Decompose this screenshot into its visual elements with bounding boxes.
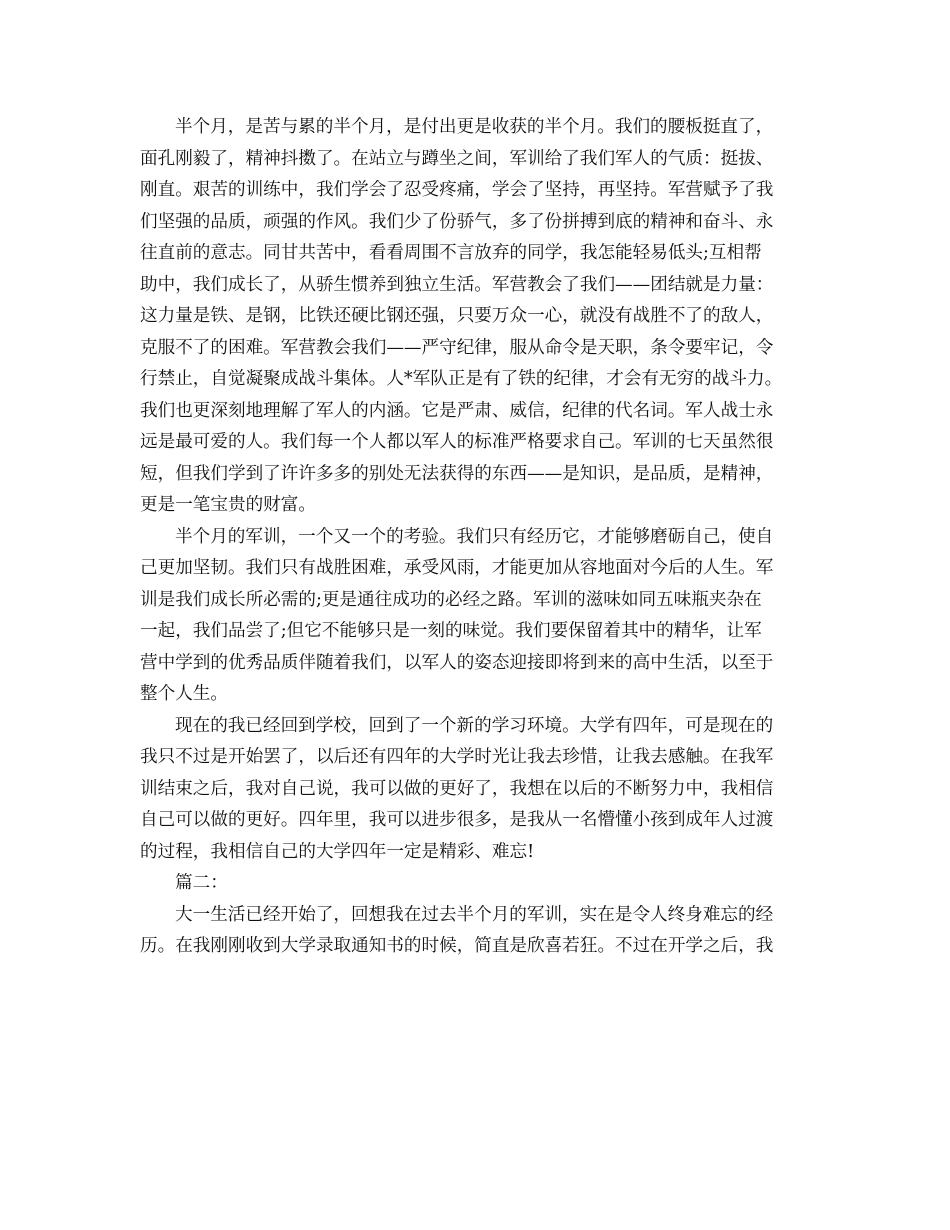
- document-body: [140, 112, 830, 963]
- text-line: 历。在我刚刚收到大学录取通知书的时候，简直是欣喜若狂。不过在开学之后，我: [140, 936, 774, 956]
- text-line: 我们也更深刻地理解了军人的内涵。它是严肃、威信，纪律的代名词。军人战士永: [140, 400, 774, 421]
- text-line: 营中学到的优秀品质伴随着我们，以军人的姿态迎接即将到来的高中生活，以至于: [140, 652, 774, 673]
- text-line: 一起，我们品尝了;但它不能够只是一刻的味觉。我们要保留着其中的精华，让军: [140, 621, 762, 641]
- text-line: 们坚强的品质，顽强的作风。我们少了份骄气，多了份拼搏到底的精神和奋斗、永: [140, 211, 774, 232]
- text-line: 大一生活已经开始了，回想我在过去半个月的军训，实在是令人终身难忘的经: [175, 904, 774, 925]
- text-line: 短，但我们学到了许许多多的别处无法获得的东西——是知识，是品质，是精神，: [140, 463, 774, 484]
- text-line: 训是我们成长所必需的;更是通往成功的必经之路。军训的滋味如同五味瓶夹杂在: [140, 589, 762, 610]
- text-line: 面孔刚毅了，精神抖擞了。在站立与蹲坐之间，军训给了我们军人的气质：挺拔、: [140, 148, 774, 169]
- text-line: 半个月的军训，一个又一个的考验。我们只有经历它，才能够磨砺自己，使自: [175, 526, 774, 547]
- text-line: 的过程，我相信自己的大学四年一定是精彩、难忘!: [140, 841, 535, 862]
- text-line: 行禁止，自觉凝聚成战斗集体。人*军队正是有了铁的纪律，才会有无穷的战斗力。: [140, 369, 783, 389]
- text-line: 自己可以做的更好。四年里，我可以进步很多，是我从一名懵懂小孩到成年人过渡: [140, 810, 774, 830]
- text-line: 更是一笔宝贵的财富。: [140, 495, 316, 515]
- text-line: 我只不过是开始罢了，以后还有四年的大学时光让我去珍惜，让我去感触。在我军: [140, 747, 774, 767]
- text-line: 助中，我们成长了，从骄生惯养到独立生活。军营教会了我们——团结就是力量：: [140, 274, 774, 295]
- text-line: 整个人生。: [140, 684, 228, 704]
- text-line: 往直前的意志。同甘共苦中，看看周围不言放弃的同学，我怎能轻易低头;互相帮: [140, 243, 762, 263]
- text-line: 刚直。艰苦的训练中，我们学会了忍受疼痛，学会了坚持，再坚持。军营赋予了我: [140, 180, 774, 200]
- text-line: 克服不了的困难。军营教会我们——严守纪律，服从命令是天职，条令要牢记，令: [140, 337, 774, 358]
- text-line: 远是最可爱的人。我们每一个人都以军人的标准严格要求自己。军训的七天虽然很: [140, 432, 774, 452]
- text-line: 篇二：: [175, 873, 228, 893]
- text-line: 这力量是铁、是钢，比铁还硬比钢还强，只要万众一心，就没有战胜不了的敌人，: [140, 306, 774, 326]
- text-line: 半个月，是苦与累的半个月，是付出更是收获的半个月。我们的腰板挺直了，: [175, 117, 774, 137]
- text-line: 己更加坚韧。我们只有战胜困难，承受风雨，才能更加从容地面对今后的人生。军: [140, 558, 774, 578]
- text-line: 训结束之后，我对自己说，我可以做的更好了，我想在以后的不断努力中，我相信: [140, 778, 774, 799]
- text-line: 现在的我已经回到学校，回到了一个新的学习环境。大学有四年，可是现在的: [175, 715, 774, 736]
